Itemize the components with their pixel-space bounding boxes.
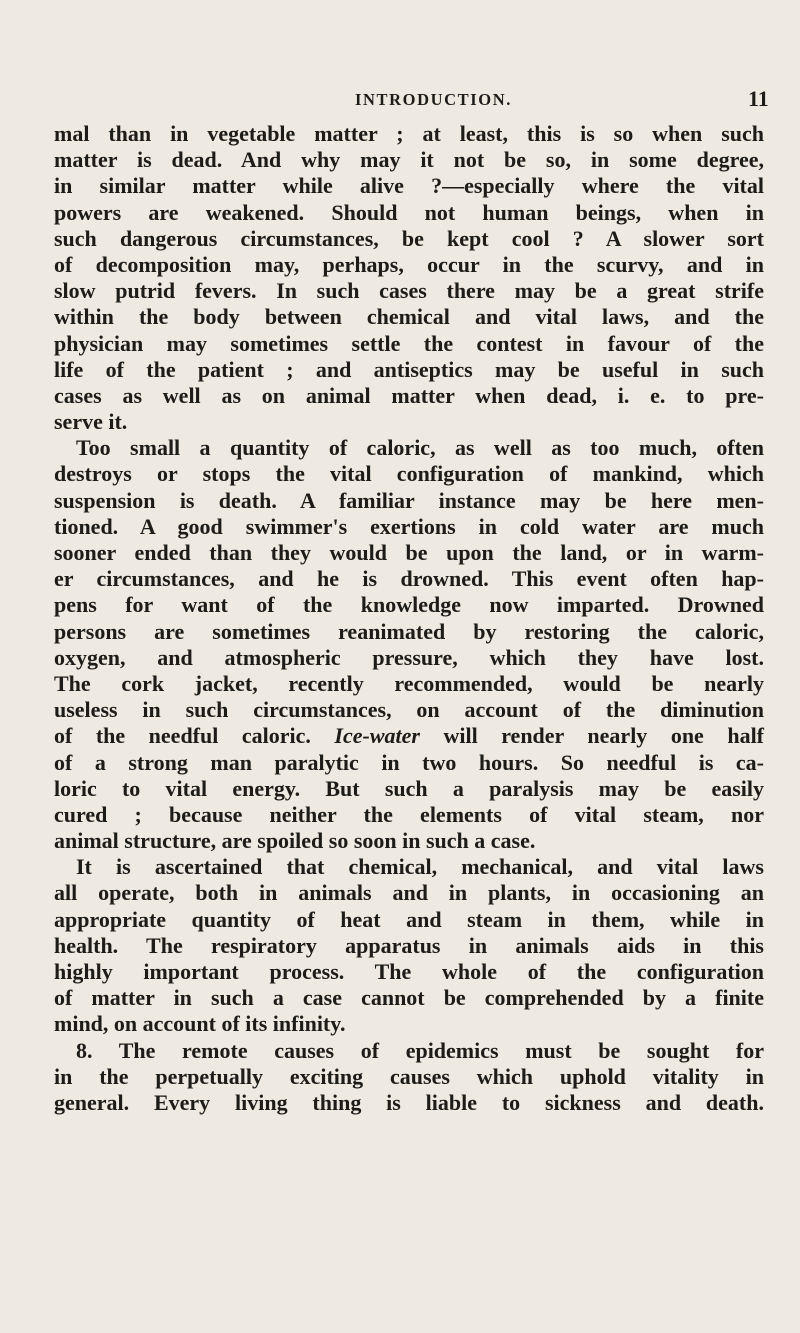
text-line: useless in such circumstances, on account of the diminution <box>54 697 764 723</box>
text-line: pens for want of the knowledge now imparted. Drowned <box>54 592 764 618</box>
paragraph-start: Too small a quantity of caloric, as well as too much, often <box>76 435 764 461</box>
text-line: animal structure, are spoiled so soon in such a case. <box>54 828 536 854</box>
text-line <box>54 723 764 749</box>
text-line: highly important process. The whole of the configuration <box>54 959 764 984</box>
text-line: slow putrid fevers. In such cases there may be a great strife <box>54 278 764 304</box>
body-text <box>54 121 764 1116</box>
text-line: powers are weakened. Should not human beings, when in <box>54 199 764 225</box>
text-line: tioned. A good swimmer's exertions in cold water are much <box>54 513 764 539</box>
running-head <box>0 86 800 120</box>
text-line: mind, on account of its infinity. <box>54 1011 346 1037</box>
text-line: serve it. <box>54 409 128 435</box>
text-line: of decomposition may, perhaps, occur in the scurvy, and in <box>54 251 764 277</box>
text-line: appropriate quantity of heat and steam in them, while in <box>54 906 764 932</box>
text-line: loric to vital energy. But such a paralysis may be easily <box>54 775 764 801</box>
italic-term: Ice-water <box>334 723 420 749</box>
running-title: INTRODUCTION. <box>355 90 512 109</box>
text-line: in similar matter while alive ?—especially where the vital <box>54 173 764 199</box>
text-line: mal than in vegetable matter ; at least, this is so when such <box>54 121 764 146</box>
page-number: 11 <box>748 86 769 111</box>
text-line: The cork jacket, recently recommended, would be nearly <box>54 670 764 696</box>
text-line: suspension is death. A familiar instance may be here men- <box>54 487 764 513</box>
text-line: persons are sometimes reanimated by restoring the caloric, <box>54 618 764 644</box>
text-line: sooner ended than they would be upon the land, or in warm- <box>54 540 764 565</box>
text-line: health. The respiratory apparatus in animals aids in this <box>54 932 764 958</box>
text-line: oxygen, and atmospheric pressure, which they have lost. <box>54 644 764 670</box>
text-line: within the body between chemical and vital laws, and the <box>54 304 764 330</box>
text-line: such dangerous circumstances, be kept cool ? A slower sort <box>54 225 764 251</box>
text-line: life of the patient ; and antiseptics may be useful in such <box>54 356 764 382</box>
text-segment: will render nearly one half <box>443 723 765 749</box>
text-line: destroys or stops the vital configuration of mankind, which <box>54 461 764 487</box>
text-line: cases as well as on animal matter when dead, i. e. to pre- <box>54 382 764 408</box>
text-line: of matter in such a case cannot be comprehended by a finite <box>54 985 764 1011</box>
text-line: in the perpetually exciting causes which uphold vitality in <box>54 1063 764 1089</box>
text-line: general. Every living thing is liable to sickness and death. <box>54 1089 764 1115</box>
text-line: of a strong man paralytic in two hours. So needful is ca- <box>54 749 764 775</box>
text-line: physician may sometimes settle the contest in favour of the <box>54 330 764 356</box>
text-segment: of the needful caloric. <box>54 723 311 749</box>
text-line: cured ; because neither the elements of vital steam, nor <box>54 801 764 827</box>
text-line: er circumstances, and he is drowned. This event often hap- <box>54 566 764 592</box>
text-line: all operate, both in animals and in plants, in occasioning an <box>54 880 764 906</box>
paragraph-start: It is ascertained that chemical, mechanical, and vital laws <box>76 854 764 880</box>
text-line: matter is dead. And why may it not be so, in some degree, <box>54 147 764 173</box>
paragraph-start: 8. The remote causes of epidemics must be sought for <box>76 1037 764 1063</box>
